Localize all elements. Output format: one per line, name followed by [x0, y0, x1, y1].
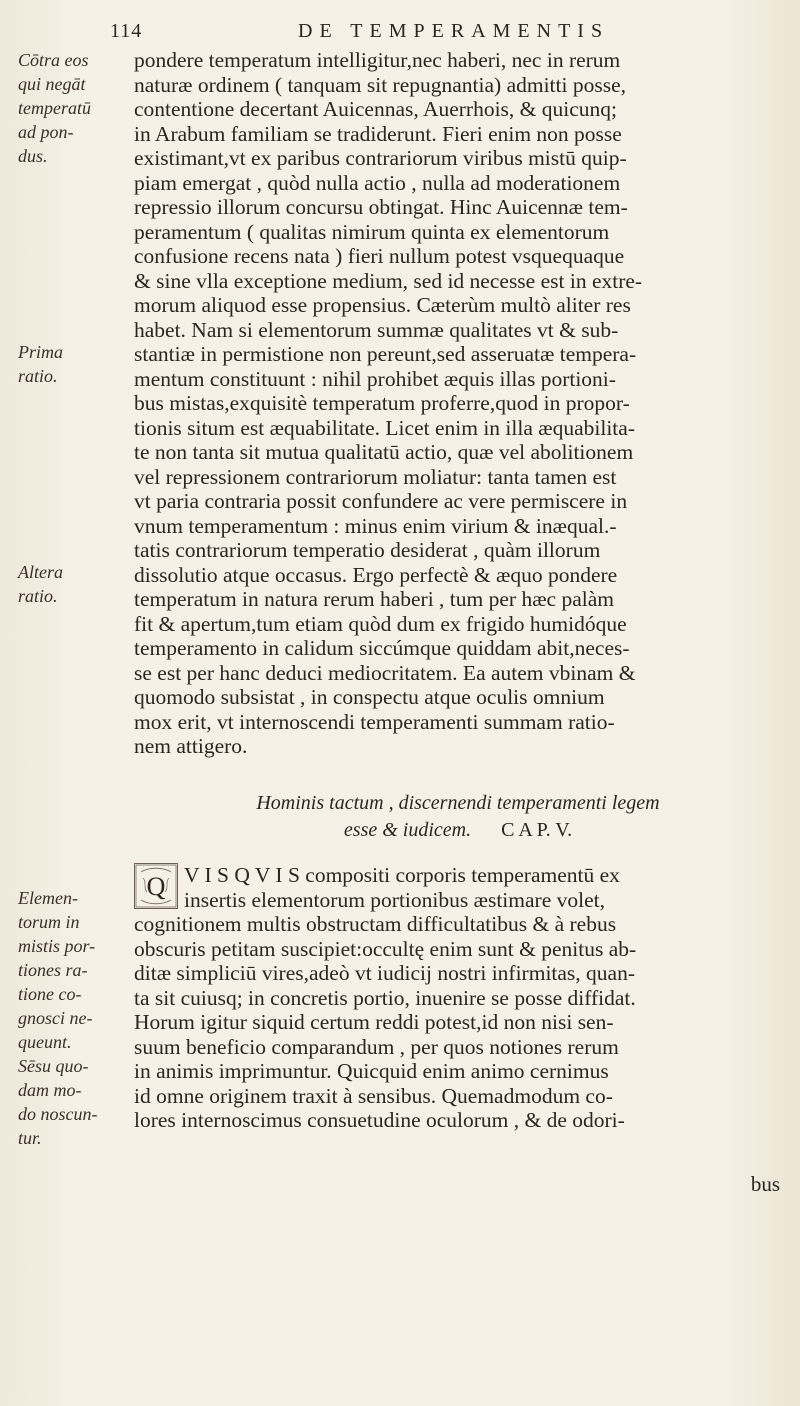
text-line: piam emergat , quòd nulla actio , nulla ad moderationem	[134, 170, 621, 195]
margin-line: torum in	[18, 912, 80, 932]
margin-line: ratio.	[18, 586, 58, 606]
text-line: repressio illorum concursu obtingat. Hinc Auicennæ tem-	[134, 195, 628, 219]
text-line: in Arabum familiam se tradiderunt. Fieri enim non posse	[134, 121, 622, 146]
page-number: 114	[110, 20, 143, 42]
catchword: bus	[750, 1172, 780, 1196]
margin-line: Prima	[18, 342, 63, 362]
margin-line: temperatū	[18, 98, 91, 118]
text-line: tionis situm est æquabilitate. Licet enim in illa æquabilita-	[134, 415, 635, 440]
margin-note-altera	[18, 560, 106, 608]
text-line: ta sit cuiusq; in concretis portio, inuenire se posse diffidat.	[134, 985, 636, 1010]
margin-line: ad pon-	[18, 122, 74, 142]
margin-line: tur.	[18, 1128, 42, 1148]
text-line: in animis imprimuntur. Quicquid enim animo cernimus	[134, 1059, 609, 1083]
margin-line: gnosci ne-	[18, 1008, 93, 1028]
text-line: confusione recens nata ) fieri nullum potest vsquequaque	[134, 244, 625, 268]
text-line: temperamento in calidum siccúmque quiddam abit,neces-	[134, 636, 630, 660]
text-line: stantiæ in permistione non pereunt,sed asseruatæ tempera-	[134, 342, 637, 366]
text-line: Horum igitur siquid certum reddi potest,id non nisi sen-	[134, 1010, 614, 1034]
chapter-title-line-1: Hominis tactum , discernendi temperamenti legem	[256, 792, 660, 814]
text-line: contentione decertant Auicennas, Auerrhois, & quicunq;	[134, 97, 618, 121]
margin-line: ratio.	[18, 366, 58, 386]
text-line: insertis elementorum portionibus æstimare volet,	[184, 887, 605, 912]
initial-letter: Q	[146, 872, 166, 901]
text-line: lores internoscimus consuetudine oculorum , & de odori-	[134, 1108, 625, 1132]
text-line: pondere temperatum intelligitur,nec haberi, nec in rerum	[134, 48, 621, 72]
margin-note-prima	[18, 340, 106, 388]
text-line: id omne originem traxit à sensibus. Quemadmodum co-	[134, 1083, 613, 1108]
margin-note-contra	[18, 48, 106, 168]
text-line: temperatum in natura rerum haberi , tum per hæc palàm	[134, 587, 614, 611]
body-text-part-2	[134, 863, 782, 1133]
text-line: vt paria contraria possit confundere ac vere permiscere in	[134, 489, 628, 513]
margin-line: tione co-	[18, 984, 82, 1004]
margin-line: qui negāt	[18, 74, 86, 94]
text-line: quomodo subsistat , in conspectu atque oculis omnium	[134, 685, 605, 709]
margin-line: queunt.	[18, 1032, 72, 1052]
text-line: mox erit, vt internoscendi temperamenti summam ratio-	[134, 709, 615, 734]
text-line: bus mistas,exquisitè temperatum proferre,quod in propor-	[134, 391, 630, 415]
text-line: suum beneficio comparandum , per quos notiones rerum	[134, 1034, 619, 1059]
margin-line: dus.	[18, 146, 48, 166]
margin-line: Sēsu quo-	[18, 1056, 89, 1076]
text-line: existimant,vt ex paribus contrariorum viribus mistū quip-	[134, 146, 627, 170]
chapter-title-line-2	[134, 817, 782, 844]
chapter-title-line-2-text: esse & iudicem.	[343, 819, 472, 841]
margin-line: Cōtra eos	[18, 50, 89, 70]
text-line: peramentum ( qualitas nimirum quinta ex elementorum	[134, 219, 610, 244]
text-line: naturæ ordinem ( tanquam sit repugnantia) admitti posse,	[134, 72, 627, 97]
margin-note-elementorum	[18, 886, 106, 1150]
text-line: morum aliquod esse propensius. Cæterùm multò aliter res	[134, 293, 631, 317]
margin-line: do noscun-	[18, 1104, 98, 1124]
text-line: vel repressionem contrariorum moliatur: tanta tamen est	[134, 464, 617, 489]
page-header	[110, 16, 760, 50]
margin-line: Elemen-	[18, 888, 78, 908]
text-line: obscuris petitam suscipiet:occultę enim sunt & penitus ab-	[134, 936, 637, 961]
text-line: mentum constituunt : nihil prohibet æquis illas portioni-	[134, 366, 616, 391]
text-line: tatis contrariorum temperatio desiderat , quàm illorum	[134, 538, 601, 562]
margin-line: Altera	[18, 562, 63, 582]
text-line: & sine vlla exceptione medium, sed id necesse est in extre-	[134, 268, 643, 293]
text-line: te non tanta sit mutua qualitatū actio, quæ vel abolitionem	[134, 440, 634, 464]
text-line: dissolutio atque occasus. Ergo perfectè & æquo pondere	[134, 562, 618, 587]
text-line: habet. Nam si elementorum summæ qualitates vt & sub-	[134, 317, 619, 342]
text-line: V I S Q V I S compositi corporis temperamentū ex	[184, 863, 620, 887]
text-line: nem attigero.	[134, 734, 248, 758]
running-head: DE TEMPERAMENTIS	[298, 20, 610, 42]
margin-line: dam mo-	[18, 1080, 82, 1100]
text-line: se est per hanc deduci mediocritatem. Ea autem vbinam &	[134, 660, 636, 685]
margin-line: mistis por-	[18, 936, 96, 956]
chapter-heading	[134, 790, 782, 844]
text-line: fit & apertum,tum etiam quòd dum ex frigido humidóque	[134, 611, 627, 636]
text-line: vnum temperamentum : minus enim virium & inæqual.-	[134, 513, 617, 538]
body-text-part-1	[134, 48, 782, 759]
text-line: ditæ simpliciū vires,adeò vt iudicij nostri infirmitas, quan-	[134, 961, 635, 985]
margin-line: tiones ra-	[18, 960, 88, 980]
text-line: cognitionem multis obstructam difficultatibus & à rebus	[134, 912, 617, 936]
chapter-number: C A P. V.	[501, 819, 573, 841]
